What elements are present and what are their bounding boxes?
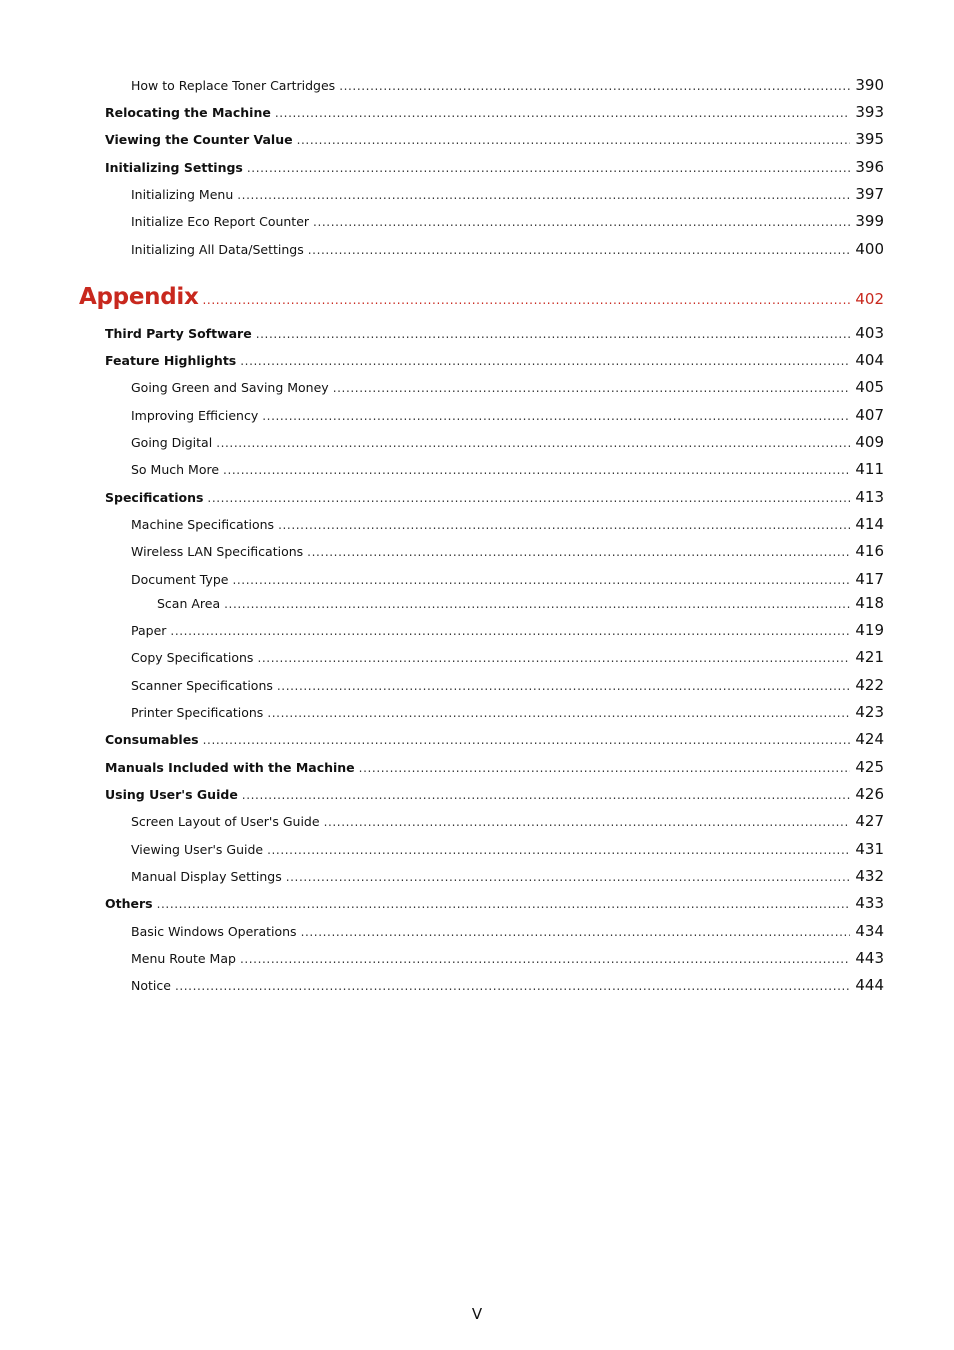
dot-leader	[359, 761, 851, 775]
dot-leader	[277, 679, 850, 693]
toc-entry-screen-layout[interactable]	[0, 812, 884, 830]
toc-entry-copy-specifications[interactable]	[0, 648, 884, 666]
toc-entry-label: Viewing User's Guide	[131, 842, 264, 857]
toc-entry-document-type[interactable]	[0, 570, 884, 588]
toc-entry-page: 390	[855, 76, 884, 94]
toc-entry-consumables[interactable]	[0, 730, 884, 748]
toc-entry-page: 395	[855, 130, 884, 148]
dot-leader	[324, 815, 851, 829]
toc-entry-page: 399	[855, 212, 884, 230]
toc-entry-initializing-settings[interactable]	[0, 158, 884, 176]
toc-entry-label: Initialize Eco Report Counter	[131, 214, 310, 229]
toc-entry-paper[interactable]	[0, 621, 884, 639]
toc-entry-page: 422	[855, 676, 884, 694]
toc-entry-page: 397	[855, 185, 884, 203]
toc-entry-printer-specifications[interactable]	[0, 703, 884, 721]
dot-leader	[157, 897, 851, 911]
dot-leader	[242, 788, 851, 802]
dot-leader	[275, 106, 851, 120]
dot-leader	[223, 463, 850, 477]
toc-entry-label: Basic Windows Operations	[131, 924, 297, 939]
toc-entry-label: Notice	[131, 978, 171, 993]
toc-entry-improving-efficiency[interactable]	[0, 406, 884, 424]
dot-leader	[262, 409, 850, 423]
toc-entry-page: 407	[855, 406, 884, 424]
toc-entry-page: 416	[855, 542, 884, 560]
toc-entry-page: 426	[855, 785, 884, 803]
dot-leader	[301, 925, 851, 939]
toc-entry-page: 402	[855, 290, 884, 308]
toc-entry-page: 393	[855, 103, 884, 121]
toc-entry-page: 414	[855, 515, 884, 533]
toc-entry-page: 400	[855, 240, 884, 258]
dot-leader	[267, 843, 850, 857]
toc-entry-viewing-the-counter-value[interactable]	[0, 130, 884, 148]
dot-leader	[203, 733, 851, 747]
toc-entry-relocating-the-machine[interactable]	[0, 103, 884, 121]
toc-entry-label: Improving Efficiency	[131, 408, 259, 423]
toc-entry-label: Printer Specifications	[131, 705, 264, 720]
toc-entry-page: 431	[855, 840, 884, 858]
dot-leader	[256, 327, 851, 341]
toc-entry-label: Initializing Menu	[131, 187, 234, 202]
toc-entry-going-green[interactable]	[0, 378, 884, 396]
toc-entry-label: Scan Area	[157, 596, 221, 611]
dot-leader	[333, 381, 851, 395]
dot-leader	[207, 491, 850, 505]
toc-entry-label: Copy Specifications	[131, 650, 254, 665]
toc-entry-page: 443	[855, 949, 884, 967]
toc-entry-label: Document Type	[131, 572, 229, 587]
dot-leader	[286, 870, 851, 884]
toc-entry-page: 427	[855, 812, 884, 830]
toc-entry-page: 421	[855, 648, 884, 666]
toc-entry-label: Others	[105, 896, 153, 911]
dot-leader	[247, 161, 850, 175]
toc-entry-label: Scanner Specifications	[131, 678, 273, 693]
toc-entry-label: Specifications	[105, 490, 204, 505]
toc-entry-label: Going Digital	[131, 435, 213, 450]
toc-entry-initializing-all-data-settings[interactable]	[0, 240, 884, 258]
toc-entry-label: Menu Route Map	[131, 951, 236, 966]
toc-entry-label: Feature Highlights	[105, 353, 237, 368]
toc-entry-scanner-specifications[interactable]	[0, 676, 884, 694]
dot-leader	[313, 215, 850, 229]
dot-leader	[232, 573, 850, 587]
toc-entry-initialize-eco-report-counter[interactable]	[0, 212, 884, 230]
toc-entry-label: Consumables	[105, 732, 199, 747]
dot-leader	[240, 952, 850, 966]
page-number: V	[471, 1305, 483, 1323]
dot-leader	[308, 243, 851, 257]
toc-entry-label: Screen Layout of User's Guide	[131, 814, 320, 829]
toc-entry-initializing-menu[interactable]	[0, 185, 884, 203]
toc-entry-page: 418	[855, 594, 884, 612]
toc-entry-page: 404	[855, 351, 884, 369]
toc-entry-manuals-included[interactable]	[0, 758, 884, 776]
toc-entry-page: 432	[855, 867, 884, 885]
toc-entry-page: 433	[855, 894, 884, 912]
toc-entry-label: Machine Specifications	[131, 517, 275, 532]
toc-entry-specifications[interactable]	[0, 488, 884, 506]
toc-entry-label: Third Party Software	[105, 326, 252, 341]
toc-entry-page: 405	[855, 378, 884, 396]
toc-entry-page: 411	[855, 460, 884, 478]
toc-entry-label: So Much More	[131, 462, 220, 477]
toc-entry-menu-route-map[interactable]	[0, 949, 884, 967]
toc-entry-page: 403	[855, 324, 884, 342]
toc-entry-label: Relocating the Machine	[105, 105, 271, 120]
toc-entry-page: 424	[855, 730, 884, 748]
toc-entry-page: 409	[855, 433, 884, 451]
dot-leader	[278, 518, 850, 532]
toc-entry-page: 425	[855, 758, 884, 776]
toc-entry-page: 413	[855, 488, 884, 506]
toc-entry-manual-display-settings[interactable]	[0, 867, 884, 885]
toc-entry-label: Initializing All Data/Settings	[131, 242, 304, 257]
toc-entry-third-party-software[interactable]	[0, 324, 884, 342]
toc-entry-page: 419	[855, 621, 884, 639]
toc-entry-label: Manual Display Settings	[131, 869, 282, 884]
toc-entry-how-to-replace-toner-cartridges[interactable]	[0, 76, 884, 94]
toc-entry-page: 417	[855, 570, 884, 588]
toc-entry-wireless-lan-specifications[interactable]	[0, 542, 884, 560]
toc-chapter-appendix[interactable]	[0, 284, 884, 310]
dot-leader	[170, 624, 850, 638]
toc-entry-others[interactable]	[0, 894, 884, 912]
toc-entry-so-much-more[interactable]	[0, 460, 884, 478]
dot-leader	[224, 597, 850, 611]
toc-entry-label: How to Replace Toner Cartridges	[131, 78, 336, 93]
toc-entry-basic-windows-operations[interactable]	[0, 922, 884, 940]
dot-leader	[267, 706, 850, 720]
dot-leader	[297, 133, 851, 147]
toc-entry-page: 423	[855, 703, 884, 721]
toc-entry-scan-area[interactable]	[0, 594, 884, 612]
dot-leader	[257, 651, 850, 665]
chapter-title: Appendix	[79, 284, 199, 310]
dot-leader	[216, 436, 850, 450]
toc-entry-going-digital[interactable]	[0, 433, 884, 451]
toc-entry-machine-specifications[interactable]	[0, 515, 884, 533]
toc-entry-label: Viewing the Counter Value	[105, 132, 293, 147]
toc-entry-feature-highlights[interactable]	[0, 351, 884, 369]
toc-entry-notice[interactable]	[0, 976, 884, 994]
dot-leader	[237, 188, 850, 202]
toc-entry-label: Manuals Included with the Machine	[105, 760, 355, 775]
toc-entry-page: 444	[855, 976, 884, 994]
toc-entry-viewing-users-guide[interactable]	[0, 840, 884, 858]
toc-entry-page: 396	[855, 158, 884, 176]
dot-leader	[339, 79, 850, 93]
toc-entry-label: Using User's Guide	[105, 787, 238, 802]
dot-leader	[307, 545, 850, 559]
toc-entry-label: Initializing Settings	[105, 160, 243, 175]
toc-entry-page: 434	[855, 922, 884, 940]
dot-leader	[175, 979, 850, 993]
toc-entry-label: Going Green and Saving Money	[131, 380, 329, 395]
toc-entry-label: Paper	[131, 623, 167, 638]
dot-leader	[202, 293, 850, 307]
dot-leader	[240, 354, 850, 368]
toc-entry-label: Wireless LAN Specifications	[131, 544, 304, 559]
toc-entry-using-users-guide[interactable]	[0, 785, 884, 803]
